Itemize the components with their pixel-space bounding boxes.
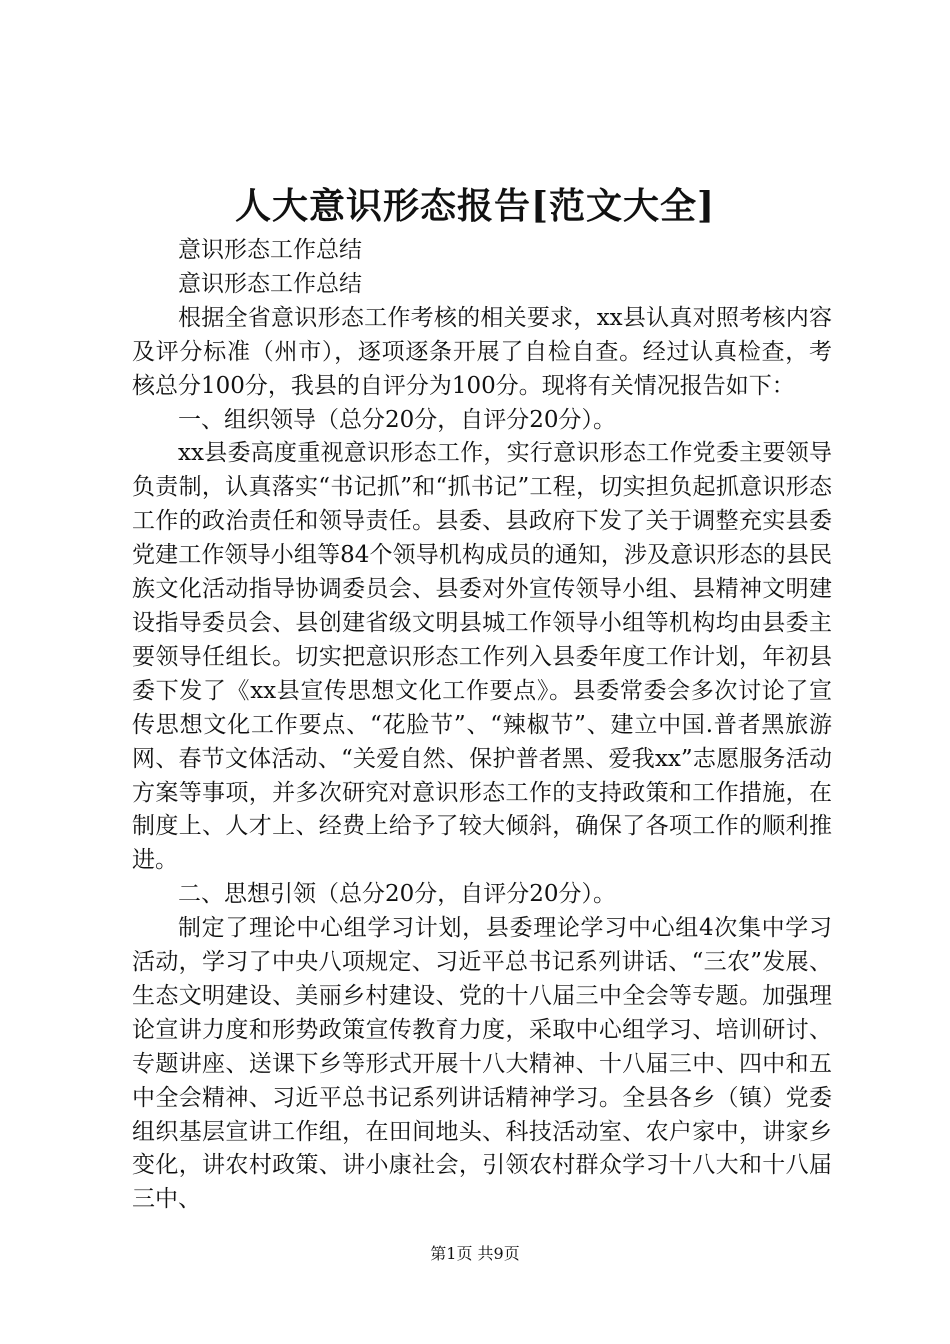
section-heading-2: 二、思想引领（总分20分，自评分20分）。 [178, 881, 617, 908]
paragraph-subtitle-1: 意识形态工作总结 [178, 237, 362, 263]
page-footer: 第1页 共9页 [430, 1244, 520, 1263]
document-title: 人大意识形态报告[范文大全] [234, 185, 716, 227]
paragraph-subtitle-2: 意识形态工作总结 [178, 270, 362, 297]
paragraph-section-2: 制定了理论中心组学习计划，县委理论学习中心组4次集中学习活动，学习了中央八项规定、习近平总书记系列讲话、“三农”发展、生态文明建设、美丽乡村建设、党的十八届三中全会等专题。加强理论宣讲力度和形势政策宣传教育力度，采取中心组学习、培训研讨、专题讲座、送课下乡等形式开展十八大精神、十八届三中、四中和五中全会精神、习近平总书记系列讲话精神学习。全县各乡（镇）党委组织基层宣讲工作组，在田间地头、科技活动室、农户家中，讲家乡变化，讲农村政策、讲小康社会，引领农村群众学习十八大和十八届三中、 [132, 915, 832, 1213]
paragraph-section-1: xx县委高度重视意识形态工作，实行意识形态工作党委主要领导负责制，认真落实“书记抓”和“抓书记”工程，切实担负起抓意识形态工作的政治责任和领导责任。县委、县政府下发了关于调整充实县委党建工作领导小组等84个领导机构成员的通知，涉及意识形态的县民族文化活动指导协调委员会、县委对外宣传领导小组、县精神文明建设指导委员会、县创建省级文明县城工作领导小组等机构均由县委主要领导任组长。切实把意识形态工作列入县委年度工作计划，年初县委下发了《xx县宣传思想文化工作要点》。县委常委会多次讨论了宣传思想文化工作要点、“花脸节”、“辣椒节”、建立中国.普者黑旅游网、春节文体活动、“关爱自然、保护普者黑、爱我xx”志愿服务活动方案等事项，并多次研究对意识形态工作的支持政策和工作措施，在制度上、人才上、经费上给予了较大倾斜，确保了各项工作的顺利推进。 [132, 440, 832, 874]
section-heading-1: 一、组织领导（总分20分，自评分20分）。 [178, 406, 617, 433]
paragraph-intro: 根据全省意识形态工作考核的相关要求，xx县认真对照考核内容及评分标准（州市），逐项逐条开展了自检自查。经过认真检查，考核总分100分，我县的自评分为100分。现将有关情况报告如下： [132, 304, 832, 399]
document-body [132, 234, 832, 1217]
